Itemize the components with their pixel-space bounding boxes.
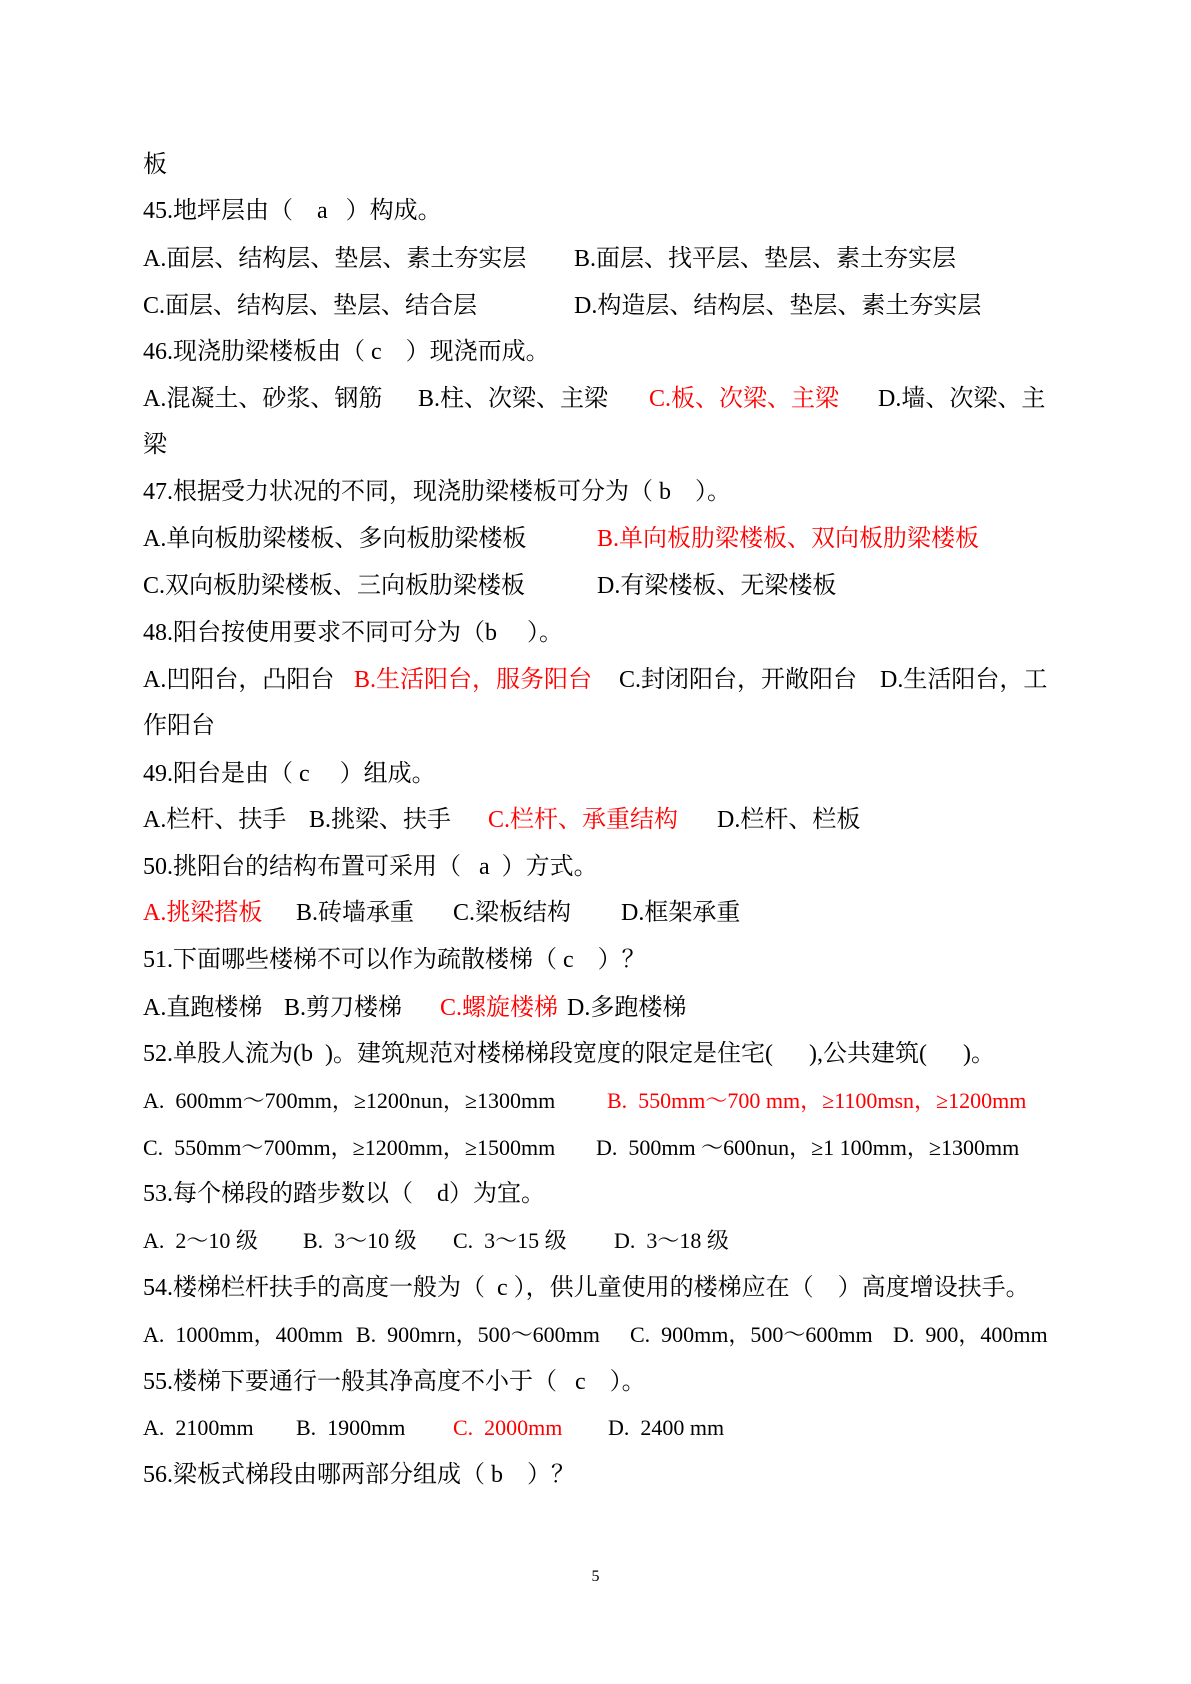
question-46-stem: 46.现浇肋梁楼板由（ c ）现浇而成。 [143,339,550,365]
question-47-option-a: A.单向板肋梁楼板、多向板肋梁楼板 [143,526,527,552]
page-number: 5 [591,1568,600,1585]
question-45-stem: 45.地坪层由（ a ）构成。 [143,198,442,224]
question-45-option-b: B.面层、找平层、垫层、素土夯实层 [574,246,957,272]
question-52-option-c: C. 550mm～700mm，≥1200mm，≥1500mm [143,1135,556,1160]
question-54-option-b: B. 900mrn，500～600mm [356,1322,600,1347]
question-49-option-d: D.栏杆、栏板 [717,807,861,833]
question-55-option-b: B. 1900mm [296,1415,406,1440]
question-49-stem: 49.阳台是由（ c ）组成。 [143,761,436,787]
question-51-option-a: A.直跑楼梯 [143,995,263,1021]
question-53-option-c: C. 3～15 级 [453,1228,567,1253]
question-44-option-continuation: 板 [143,152,167,178]
question-49-option-c: C.栏杆、承重结构 [488,807,679,833]
question-48-option-b: B.生活阳台，服务阳台 [354,667,593,693]
question-55-option-a: A. 2100mm [143,1415,254,1440]
question-52-option-b: B. 550mm～700 mm，≥1100msn，≥1200mm [607,1088,1027,1113]
question-51-option-c: C.螺旋楼梯 [440,995,559,1021]
question-54-option-c: C. 900mm，500～600mm [630,1322,873,1347]
question-55-option-c: C. 2000mm [453,1415,563,1440]
question-45-option-a: A.面层、结构层、垫层、素土夯实层 [143,246,527,272]
question-51-option-d: D.多跑楼梯 [567,995,687,1021]
question-48-option-d-continuation: 作阳台 [143,713,215,739]
question-50-option-b: B.砖墙承重 [296,900,415,926]
question-49-option-a: A.栏杆、扶手 [143,807,287,833]
question-48-option-c: C.封闭阳台，开敞阳台 [619,667,858,693]
question-53-option-d: D. 3～18 级 [614,1228,729,1253]
question-54-option-d: D. 900，400mm [893,1322,1048,1347]
question-45-option-c: C.面层、结构层、垫层、结合层 [143,293,478,319]
question-46-option-d-continuation: 梁 [143,432,167,458]
question-54-option-a: A. 1000mm，400mm [143,1322,343,1347]
question-46-option-d: D.墙、次梁、主 [878,386,1046,412]
question-50-option-d: D.框架承重 [621,900,741,926]
question-47-option-b: B.单向板肋梁楼板、双向板肋梁楼板 [597,526,980,552]
question-45-option-d: D.构造层、结构层、垫层、素土夯实层 [574,293,982,319]
question-46-option-b: B.柱、次梁、主梁 [418,386,609,412]
question-51-stem: 51.下面哪些楼梯不可以作为疏散楼梯（ c ）？ [143,947,646,973]
question-48-stem: 48.阳台按使用要求不同可分为（b ）。 [143,620,563,646]
question-46-option-a: A.混凝土、砂浆、钢筋 [143,386,383,412]
question-47-option-d: D.有梁楼板、无梁楼板 [597,573,837,599]
question-48-option-d: D.生活阳台，工 [880,667,1048,693]
question-47-option-c: C.双向板肋梁楼板、三向板肋梁楼板 [143,573,526,599]
question-50-option-a: A.挑梁搭板 [143,900,263,926]
question-48-option-a: A.凹阳台，凸阳台 [143,667,335,693]
question-52-stem: 52.单股人流为(b )。建筑规范对楼梯梯段宽度的限定是住宅( ),公共建筑( )。 [143,1041,995,1067]
question-54-stem: 54.楼梯栏杆扶手的高度一般为（ c ），供儿童使用的楼梯应在（ ）高度增设扶手。 [143,1275,1030,1301]
question-52-option-a: A. 600mm～700mm，≥1200nun，≥1300mm [143,1088,556,1113]
question-47-stem: 47.根据受力状况的不同，现浇肋梁楼板可分为（ b ）。 [143,479,731,505]
question-55-stem: 55.楼梯下要通行一般其净高度不小于（ c ）。 [143,1369,646,1395]
question-52-option-d: D. 500mm ～600nun，≥1 100mm，≥1300mm [596,1135,1020,1160]
question-53-option-b: B. 3～10 级 [303,1228,417,1253]
question-50-option-c: C.梁板结构 [453,900,572,926]
question-53-option-a: A. 2～10 级 [143,1228,258,1253]
question-50-stem: 50.挑阳台的结构布置可采用（ a ）方式。 [143,854,598,880]
question-46-option-c: C.板、次梁、主梁 [649,386,840,412]
question-55-option-d: D. 2400 mm [608,1415,725,1440]
question-56-stem: 56.梁板式梯段由哪两部分组成（ b ）？ [143,1462,575,1488]
question-51-option-b: B.剪刀楼梯 [284,995,403,1021]
question-49-option-b: B.挑梁、扶手 [309,807,452,833]
question-53-stem: 53.每个梯段的踏步数以（ d）为宜。 [143,1181,545,1207]
